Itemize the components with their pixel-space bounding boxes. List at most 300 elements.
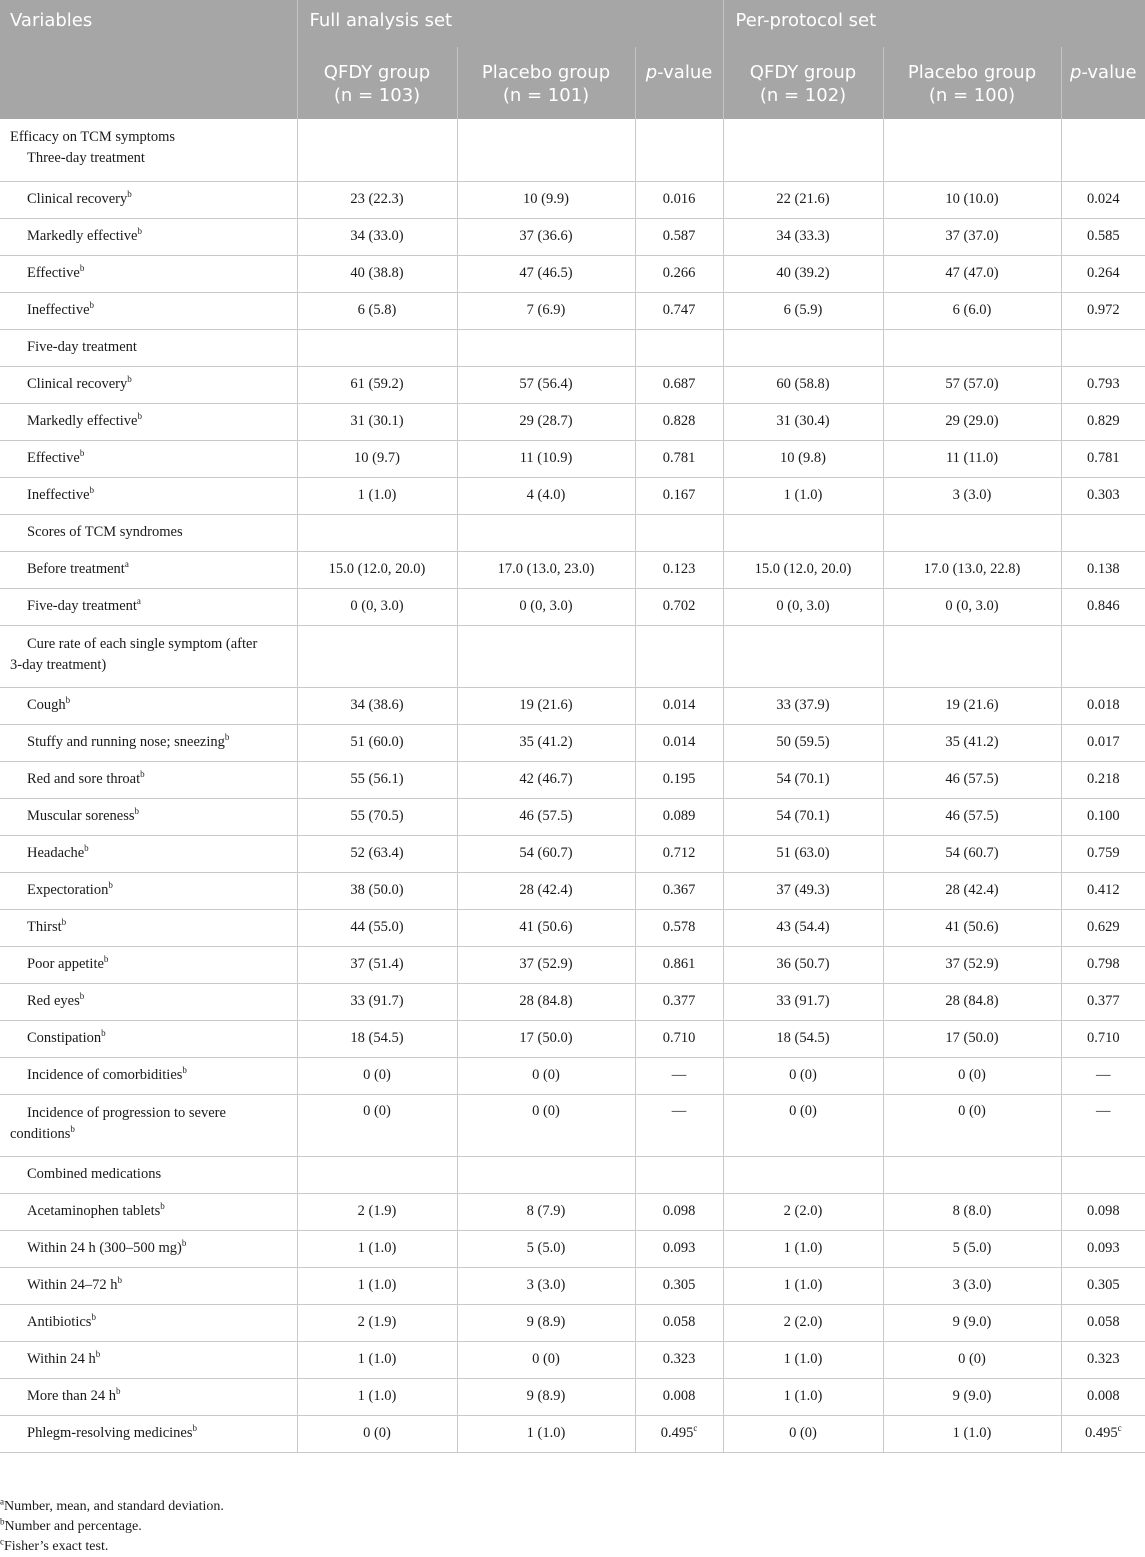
table-row xyxy=(0,119,1145,181)
row-label-text: Before treatment xyxy=(27,561,125,577)
cell-value: 43 (54.4) xyxy=(776,919,830,935)
cell-value: 0.018 xyxy=(1086,697,1120,713)
cell-value: 1 (1.0) xyxy=(357,1240,397,1256)
row-label-text: Antibiotics xyxy=(27,1314,92,1330)
fas-placebo-cell xyxy=(457,403,635,440)
fas-qfdy-cell xyxy=(297,872,457,909)
cell-value: 0 (0) xyxy=(363,1067,391,1083)
pps-p-value-cell xyxy=(1061,687,1145,724)
row-label-text: Within 24 h (300–500 mg) xyxy=(27,1240,182,1256)
footnote-mark: b xyxy=(181,1238,187,1249)
cell-value: 1 (1.0) xyxy=(783,1277,823,1293)
pps-placebo-cell xyxy=(883,1415,1061,1452)
cell-value: — xyxy=(671,1067,687,1083)
row-label xyxy=(0,687,297,724)
cell-value: 0.017 xyxy=(1086,734,1120,750)
cell-value: 5 (5.0) xyxy=(526,1240,566,1256)
table-row xyxy=(0,761,1145,798)
fas-qfdy-cell xyxy=(297,329,457,366)
row-label xyxy=(0,1230,297,1267)
pps-qfdy-cell xyxy=(723,1415,883,1452)
table-row xyxy=(0,983,1145,1020)
pps-qfdy-cell xyxy=(723,724,883,761)
pps-qfdy-cell xyxy=(723,625,883,687)
cell-value: 0.016 xyxy=(662,191,696,207)
footnote xyxy=(0,1517,1145,1537)
row-label xyxy=(0,1341,297,1378)
row-label xyxy=(0,1193,297,1230)
row-label xyxy=(0,1378,297,1415)
cell-value: 15.0 (12.0, 20.0) xyxy=(328,561,426,577)
cell-value: 60 (58.8) xyxy=(776,376,830,392)
fas-qfdy-cell xyxy=(297,366,457,403)
pps-p-value-cell xyxy=(1061,1020,1145,1057)
fas-p-value-cell xyxy=(635,724,723,761)
row-label xyxy=(0,1020,297,1057)
row-label-text: Constipation xyxy=(27,1030,102,1046)
fas-placebo-cell xyxy=(457,1341,635,1378)
table-row xyxy=(0,1193,1145,1230)
cell-value: 0.629 xyxy=(1086,919,1120,935)
row-label-line2: 3-day treatment) xyxy=(10,656,107,673)
fas-p-value-cell xyxy=(635,946,723,983)
table-row xyxy=(0,551,1145,588)
footnote-mark: b xyxy=(91,1312,96,1323)
cell-value: 0 (0, 3.0) xyxy=(519,598,573,614)
cell-value: 0.266 xyxy=(662,265,696,281)
cell-value: 54 (60.7) xyxy=(519,845,573,861)
cell-value: 17.0 (13.0, 23.0) xyxy=(497,561,595,577)
footnote-mark: b xyxy=(108,880,113,891)
fas-qfdy-cell xyxy=(297,1156,457,1193)
fas-placebo-cell xyxy=(457,835,635,872)
fas-placebo-cell xyxy=(457,1378,635,1415)
row-label-line1: Incidence of progression to severe xyxy=(27,1104,226,1121)
pps-p-value-cell xyxy=(1061,403,1145,440)
row-label-text: Stuffy and running nose; sneezing xyxy=(27,734,225,750)
row-label-line2: conditions xyxy=(10,1125,71,1142)
cell-value: 0.093 xyxy=(1086,1240,1120,1256)
cell-value: 0.798 xyxy=(1086,956,1120,972)
pps-p-value-cell xyxy=(1061,119,1145,181)
row-label-text: Scores of TCM syndromes xyxy=(27,524,183,540)
footnote-text: Number, mean, and standard deviation. xyxy=(4,1499,224,1514)
fas-p-value-cell xyxy=(635,909,723,946)
cell-value: 57 (57.0) xyxy=(945,376,999,392)
cell-value: 0.100 xyxy=(1086,808,1120,824)
fas-p-value-cell xyxy=(635,255,723,292)
footnote-mark: c xyxy=(0,1536,4,1547)
pps-qfdy-cell xyxy=(723,403,883,440)
cell-value: 0.793 xyxy=(1086,376,1120,392)
cell-value: 34 (38.6) xyxy=(350,697,404,713)
table-row xyxy=(0,1267,1145,1304)
cell-value: 0 (0) xyxy=(958,1351,986,1367)
fas-placebo-cell xyxy=(457,983,635,1020)
fas-qfdy-cell xyxy=(297,625,457,687)
cell-value: 0 (0) xyxy=(789,1425,817,1441)
cell-value: 41 (50.6) xyxy=(519,919,573,935)
pps-p-value-cell xyxy=(1061,946,1145,983)
pps-p-value-cell xyxy=(1061,588,1145,625)
cell-value: 28 (84.8) xyxy=(519,993,573,1009)
footnote-mark: b xyxy=(224,732,230,743)
footnote-mark: b xyxy=(89,300,95,311)
pps-p-value-cell xyxy=(1061,181,1145,218)
footnote-mark: b xyxy=(117,1275,122,1286)
fas-qfdy-cell xyxy=(297,909,457,946)
pps-p-value-cell xyxy=(1061,909,1145,946)
row-label-text: Red and sore throat xyxy=(27,771,141,787)
table-row xyxy=(0,687,1145,724)
cell-value: 40 (39.2) xyxy=(776,265,830,281)
cell-value: 0 (0) xyxy=(532,1102,560,1119)
table-row xyxy=(0,292,1145,329)
cell-value: 17.0 (13.0, 22.8) xyxy=(923,561,1021,577)
cell-value: 19 (21.6) xyxy=(519,697,573,713)
cell-value: 52 (63.4) xyxy=(350,845,404,861)
row-label xyxy=(0,366,297,403)
footnote-mark: b xyxy=(127,374,132,385)
cell-value: 9 (9.0) xyxy=(952,1314,992,1330)
pps-placebo-cell xyxy=(883,983,1061,1020)
pps-p-value-cell xyxy=(1061,1230,1145,1267)
cell-value: 6 (5.8) xyxy=(357,302,397,318)
fas-qfdy-cell xyxy=(297,1230,457,1267)
cell-value: 55 (70.5) xyxy=(350,808,404,824)
cell-value: 9 (8.9) xyxy=(526,1388,566,1404)
row-label xyxy=(0,761,297,798)
pps-p-value-cell xyxy=(1061,1415,1145,1452)
table-row xyxy=(0,514,1145,551)
cell-value: 0.098 xyxy=(662,1203,696,1219)
fas-qfdy-cell xyxy=(297,403,457,440)
row-label xyxy=(0,1415,297,1452)
cell-value: 0.058 xyxy=(662,1314,696,1330)
cell-value: 2 (1.9) xyxy=(357,1314,397,1330)
footnote-mark: b xyxy=(84,843,89,854)
fas-placebo-cell xyxy=(457,1094,635,1156)
fas-qfdy-cell xyxy=(297,181,457,218)
cell-value: 0.098 xyxy=(1086,1203,1120,1219)
header-fas-p-value: p-value xyxy=(635,47,723,119)
cell-value: 10 (9.9) xyxy=(523,191,569,207)
cell-value: 0.578 xyxy=(662,919,696,935)
fas-p-value-cell xyxy=(635,872,723,909)
fas-placebo-cell xyxy=(457,1156,635,1193)
row-label xyxy=(0,588,297,625)
pps-placebo-cell xyxy=(883,625,1061,687)
table-row xyxy=(0,218,1145,255)
row-label xyxy=(0,292,297,329)
fas-qfdy-cell xyxy=(297,1341,457,1378)
cell-value: 0.093 xyxy=(662,1240,696,1256)
pps-qfdy-cell xyxy=(723,983,883,1020)
pps-qfdy-cell xyxy=(723,1267,883,1304)
cell-value: 1 (1.0) xyxy=(357,487,397,503)
footnote-mark: b xyxy=(116,1386,121,1397)
fas-placebo-cell xyxy=(457,872,635,909)
fas-p-value-cell xyxy=(635,514,723,551)
subsection-heading: Three-day treatment xyxy=(27,150,145,166)
row-label-line1: Cure rate of each single symptom (after xyxy=(27,635,258,652)
row-label-text: Markedly effective xyxy=(27,413,138,429)
row-label-text: Clinical recovery xyxy=(27,191,128,207)
row-label-text: Effective xyxy=(27,450,80,466)
cell-value: 29 (28.7) xyxy=(519,413,573,429)
footnote-mark: b xyxy=(79,991,85,1002)
pps-placebo-cell xyxy=(883,366,1061,403)
pps-qfdy-cell xyxy=(723,218,883,255)
header-fas-qfdy: QFDY group (n = 103) xyxy=(297,47,457,119)
cell-value: 0 (0) xyxy=(532,1067,560,1083)
pps-qfdy-cell xyxy=(723,946,883,983)
fas-placebo-cell xyxy=(457,909,635,946)
cell-value: 38 (50.0) xyxy=(350,882,404,898)
row-label xyxy=(0,909,297,946)
footnote-text: Number and percentage. xyxy=(4,1519,142,1534)
cell-value: 0.014 xyxy=(662,697,696,713)
cell-value: 54 (60.7) xyxy=(945,845,999,861)
fas-p-value-cell xyxy=(635,181,723,218)
footnote-mark: b xyxy=(79,263,85,274)
row-label xyxy=(0,1304,297,1341)
row-label-text: Cough xyxy=(27,697,66,713)
cell-value: 28 (84.8) xyxy=(945,993,999,1009)
fas-p-value-cell xyxy=(635,687,723,724)
cell-value: 41 (50.6) xyxy=(945,919,999,935)
pps-qfdy-cell xyxy=(723,255,883,292)
cell-value: 4 (4.0) xyxy=(526,487,566,503)
pps-placebo-cell xyxy=(883,909,1061,946)
table-row xyxy=(0,1341,1145,1378)
pps-placebo-cell xyxy=(883,872,1061,909)
footnote-mark: b xyxy=(182,1065,187,1076)
cell-value: 35 (41.2) xyxy=(519,734,573,750)
table-row xyxy=(0,588,1145,625)
row-label xyxy=(0,835,297,872)
cell-value: 37 (51.4) xyxy=(350,956,404,972)
cell-value: 0.585 xyxy=(1086,228,1120,244)
cell-value: 17 (50.0) xyxy=(519,1030,573,1046)
fas-p-value-cell xyxy=(635,119,723,181)
pps-qfdy-cell xyxy=(723,1341,883,1378)
fas-placebo-cell xyxy=(457,798,635,835)
table-row xyxy=(0,1094,1145,1156)
footnote-text: Fisher’s exact test. xyxy=(4,1539,109,1554)
footnote-mark: b xyxy=(70,1123,75,1134)
footnote-mark: a xyxy=(124,559,129,570)
cell-value: 8 (8.0) xyxy=(952,1203,992,1219)
cell-value: 0.264 xyxy=(1086,265,1120,281)
fas-qfdy-cell xyxy=(297,1057,457,1094)
cell-value: 46 (57.5) xyxy=(519,808,573,824)
cell-value: 0.218 xyxy=(1086,771,1120,787)
cell-value: 0.323 xyxy=(662,1351,696,1367)
cell-value: 54 (70.1) xyxy=(776,771,830,787)
cell-value: 28 (42.4) xyxy=(945,882,999,898)
cell-value: 11 (11.0) xyxy=(945,450,999,466)
fas-p-value-cell xyxy=(635,983,723,1020)
pps-placebo-cell xyxy=(883,1304,1061,1341)
pps-qfdy-cell xyxy=(723,551,883,588)
pps-p-value-cell xyxy=(1061,761,1145,798)
fas-qfdy-cell xyxy=(297,946,457,983)
fas-placebo-cell xyxy=(457,724,635,761)
cell-value: 0.495 xyxy=(660,1425,694,1441)
fas-placebo-cell xyxy=(457,477,635,514)
table-row xyxy=(0,909,1145,946)
cell-value: 46 (57.5) xyxy=(945,771,999,787)
cell-value: 0.710 xyxy=(662,1030,696,1046)
cell-value: 11 (10.9) xyxy=(519,450,573,466)
fas-qfdy-cell xyxy=(297,440,457,477)
fas-placebo-cell xyxy=(457,292,635,329)
table-row xyxy=(0,1378,1145,1415)
pps-placebo-cell xyxy=(883,403,1061,440)
cell-value: 1 (1.0) xyxy=(783,1388,823,1404)
fas-placebo-cell xyxy=(457,119,635,181)
fas-p-value-cell xyxy=(635,1094,723,1156)
cell-value: 0.781 xyxy=(662,450,696,466)
footnote-mark: b xyxy=(140,769,145,780)
cell-value: 0 (0, 3.0) xyxy=(945,598,999,614)
pps-placebo-cell xyxy=(883,1020,1061,1057)
footnote-mark: b xyxy=(127,189,132,200)
pps-p-value-cell xyxy=(1061,872,1145,909)
pps-placebo-cell xyxy=(883,292,1061,329)
fas-p-value-cell xyxy=(635,1378,723,1415)
row-label xyxy=(0,119,297,181)
pps-p-value-cell xyxy=(1061,983,1145,1020)
cell-value: 47 (47.0) xyxy=(945,265,999,281)
cell-value: 0.008 xyxy=(662,1388,696,1404)
cell-value: 28 (42.4) xyxy=(519,882,573,898)
pps-placebo-cell xyxy=(883,588,1061,625)
pps-p-value-cell xyxy=(1061,551,1145,588)
table-row xyxy=(0,625,1145,687)
cell-value: 0.323 xyxy=(1086,1351,1120,1367)
pps-p-value-cell xyxy=(1061,1156,1145,1193)
footnote-mark: b xyxy=(137,226,142,237)
fas-p-value-cell xyxy=(635,292,723,329)
fas-placebo-cell xyxy=(457,514,635,551)
cell-value: 0 (0) xyxy=(789,1067,817,1083)
cell-value: 0.829 xyxy=(1086,413,1120,429)
cell-value: 51 (60.0) xyxy=(350,734,404,750)
pps-qfdy-cell xyxy=(723,440,883,477)
cell-value: 0.861 xyxy=(662,956,696,972)
row-label-text: Muscular soreness xyxy=(27,808,135,824)
footnote-mark: c xyxy=(693,1423,698,1434)
row-label-text: Ineffective xyxy=(27,487,90,503)
fas-placebo-cell xyxy=(457,440,635,477)
fas-p-value-cell xyxy=(635,329,723,366)
fas-qfdy-cell xyxy=(297,1415,457,1452)
pps-placebo-cell xyxy=(883,835,1061,872)
footnote-mark: a xyxy=(0,1496,4,1507)
table-row xyxy=(0,1415,1145,1452)
footnote xyxy=(0,1497,1145,1517)
cell-value: 0.303 xyxy=(1086,487,1120,503)
fas-p-value-cell xyxy=(635,1341,723,1378)
cell-value: 33 (91.7) xyxy=(776,993,830,1009)
row-label xyxy=(0,329,297,366)
pps-p-value-cell xyxy=(1061,724,1145,761)
fas-qfdy-cell xyxy=(297,1020,457,1057)
fas-qfdy-cell xyxy=(297,255,457,292)
table-row xyxy=(0,798,1145,835)
cell-value: 0 (0) xyxy=(958,1067,986,1083)
footnotes xyxy=(0,1497,1145,1557)
fas-p-value-cell xyxy=(635,625,723,687)
cell-value: 1 (1.0) xyxy=(783,487,823,503)
pps-p-value-cell xyxy=(1061,218,1145,255)
cell-value: 0 (0) xyxy=(958,1102,986,1119)
cell-value: 55 (56.1) xyxy=(350,771,404,787)
fas-placebo-cell xyxy=(457,551,635,588)
cell-value: 0 (0) xyxy=(789,1102,817,1119)
pps-qfdy-cell xyxy=(723,1378,883,1415)
cell-value: 47 (46.5) xyxy=(519,265,573,281)
row-label-text: Five-day treatment xyxy=(27,339,137,355)
cell-value: 42 (46.7) xyxy=(519,771,573,787)
cell-value: 0.008 xyxy=(1086,1388,1120,1404)
row-label-text: Within 24–72 h xyxy=(27,1277,118,1293)
fas-qfdy-cell xyxy=(297,687,457,724)
pps-qfdy-cell xyxy=(723,588,883,625)
cell-value: 29 (29.0) xyxy=(945,413,999,429)
table-row xyxy=(0,1230,1145,1267)
footnote-mark: b xyxy=(61,917,67,928)
header-pps-p-value: p-value xyxy=(1061,47,1145,119)
pps-qfdy-cell xyxy=(723,329,883,366)
cell-value: 0.828 xyxy=(662,413,696,429)
row-label-text: Acetaminophen tablets xyxy=(27,1203,161,1219)
pps-placebo-cell xyxy=(883,1094,1061,1156)
pps-qfdy-cell xyxy=(723,1230,883,1267)
fas-qfdy-cell xyxy=(297,724,457,761)
cell-value: 0.781 xyxy=(1086,450,1120,466)
row-label-text: Markedly effective xyxy=(27,228,138,244)
footnote-mark: b xyxy=(79,448,85,459)
cell-value: 0.305 xyxy=(662,1277,696,1293)
row-label-text: Clinical recovery xyxy=(27,376,128,392)
cell-value: 37 (49.3) xyxy=(776,882,830,898)
pps-placebo-cell xyxy=(883,1057,1061,1094)
footnote-mark: b xyxy=(160,1201,165,1212)
footnote-mark: b xyxy=(65,695,71,706)
pps-qfdy-cell xyxy=(723,1304,883,1341)
cell-value: 0.759 xyxy=(1086,845,1120,861)
fas-p-value-cell xyxy=(635,551,723,588)
cell-value: 37 (52.9) xyxy=(945,956,999,972)
pps-qfdy-cell xyxy=(723,366,883,403)
pps-placebo-cell xyxy=(883,1230,1061,1267)
cell-value: 7 (6.9) xyxy=(526,302,566,318)
fas-placebo-cell xyxy=(457,1267,635,1304)
pps-qfdy-cell xyxy=(723,292,883,329)
pps-placebo-cell xyxy=(883,181,1061,218)
cell-value: 10 (9.7) xyxy=(354,450,400,466)
cell-value: 0 (0, 3.0) xyxy=(776,598,830,614)
cell-value: 37 (37.0) xyxy=(945,228,999,244)
fas-placebo-cell xyxy=(457,1193,635,1230)
fas-qfdy-cell xyxy=(297,119,457,181)
row-label-text: Combined medications xyxy=(27,1166,162,1182)
cell-value: 33 (37.9) xyxy=(776,697,830,713)
cell-value: 0.305 xyxy=(1086,1277,1120,1293)
